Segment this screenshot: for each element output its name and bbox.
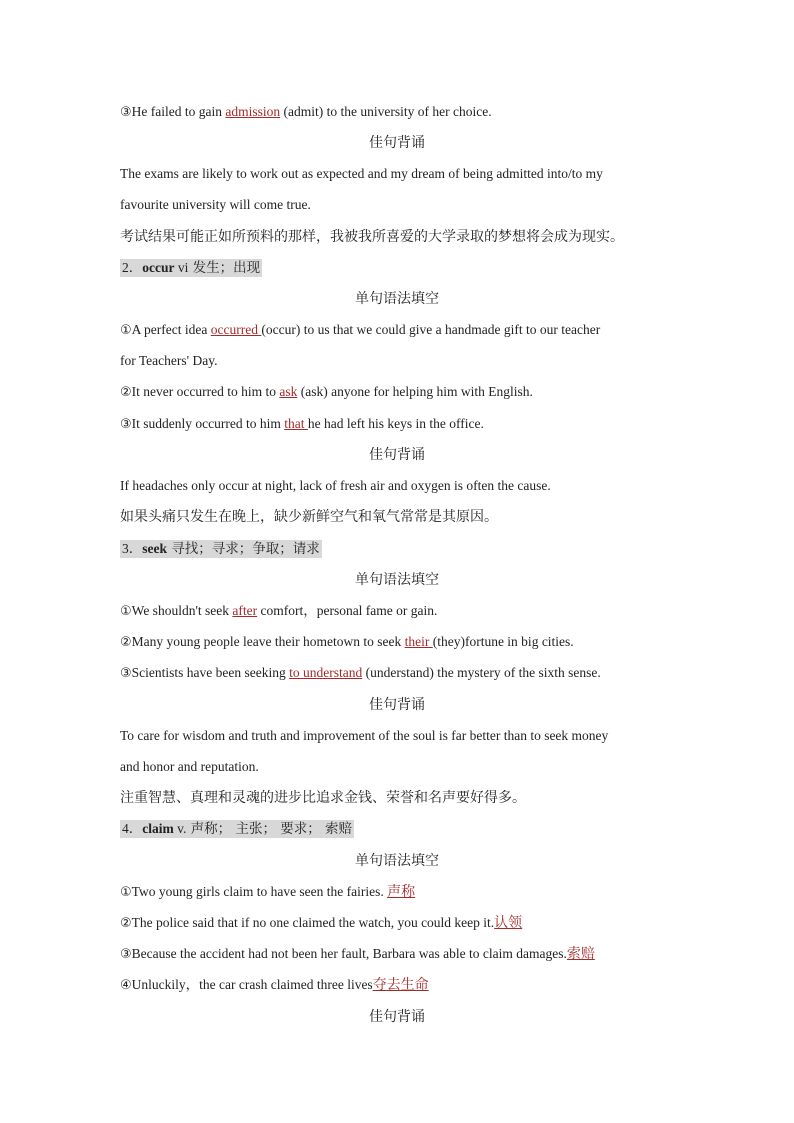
answer: admission <box>225 104 281 119</box>
s3-recite-zh: 注重智慧、真理和灵魂的进步比追求金钱、荣誉和名声要好得多。 <box>120 790 526 806</box>
answer: 夺去生命 <box>372 977 429 993</box>
circled-number: ① <box>120 323 132 338</box>
s2-question-2: ②It never occurred to him to ask (ask) anyone for helping him with English. <box>120 384 533 400</box>
s3-recite-en-2: and honor and reputation. <box>120 759 259 774</box>
answer: ask <box>279 384 298 399</box>
answer: that <box>284 416 308 431</box>
answer: to understand <box>289 665 363 680</box>
circled-number: ③ <box>120 105 132 120</box>
answer: occurred <box>210 322 262 337</box>
s3-recite-en-1: To care for wisdom and truth and improvement of the soul is far better than to seek money <box>120 728 609 743</box>
heading-fill: 单句语法填空 <box>355 853 439 869</box>
s4-question-4: ④Unluckily，the car crash claimed three lives夺去生命 <box>120 977 429 993</box>
circled-number: ③ <box>120 417 132 432</box>
word-heading: 4．claim v. 声称； 主张； 要求； 索赔 <box>122 821 353 837</box>
circled-number: ① <box>120 604 132 619</box>
circled-number: ④ <box>120 978 132 993</box>
s3-question-1: ①We shouldn't seek after comfort，personal fame or gain. <box>120 603 438 619</box>
s2-question-1-line2: for Teachers' Day. <box>120 353 218 368</box>
word-heading: 3．seek 寻找；寻求；争取；请求 <box>122 541 320 557</box>
heading-fill: 单句语法填空 <box>355 291 439 307</box>
answer: 认领 <box>494 915 523 931</box>
answer: 声称 <box>387 884 416 900</box>
s2-question-1: ①A perfect idea occurred (occur) to us that we could give a handmade gift to our teacher <box>120 322 601 338</box>
s4-question-1: ①Two young girls claim to have seen the fairies. 声称 <box>120 884 416 900</box>
heading-fill: 单句语法填空 <box>355 572 439 588</box>
heading-recite: 佳句背诵 <box>369 447 425 463</box>
circled-number: ① <box>120 885 132 900</box>
s1-recite-zh: 考试结果可能正如所预料的那样，我被我所喜爱的大学录取的梦想将会成为现实。 <box>120 229 624 245</box>
circled-number: ② <box>120 635 132 650</box>
s4-question-3: ③Because the accident had not been her fault, Barbara was able to claim damages.索赔 <box>120 946 595 962</box>
answer: after <box>232 603 258 618</box>
s1-recite-en-2: favourite university will come true. <box>120 197 311 212</box>
heading-recite: 佳句背诵 <box>369 135 425 151</box>
circled-number: ③ <box>120 947 132 962</box>
s4-question-2: ②The police said that if no one claimed the watch, you could keep it.认领 <box>120 915 523 931</box>
s1-question-3: ③He failed to gain admission (admit) to the university of her choice. <box>120 104 492 120</box>
heading-recite: 佳句背诵 <box>369 697 425 713</box>
circled-number: ② <box>120 916 132 931</box>
s4-heading <box>120 820 680 838</box>
s1-recite-en-1: The exams are likely to work out as expected and my dream of being admitted into/to my <box>120 166 603 181</box>
s2-heading <box>120 259 680 277</box>
circled-number: ② <box>120 385 132 400</box>
answer: 索赔 <box>566 946 595 962</box>
s2-question-3: ③It suddenly occurred to him that he had left his keys in the office. <box>120 416 484 432</box>
s3-question-2: ②Many young people leave their hometown to seek their (they)fortune in big cities. <box>120 634 574 650</box>
answer: their <box>404 634 433 649</box>
s2-recite-zh: 如果头痛只发生在晚上，缺少新鲜空气和氧气常常是其原因。 <box>120 509 498 525</box>
s3-heading <box>120 540 680 558</box>
word-heading: 2．occur vi 发生；出现 <box>122 260 261 276</box>
s2-recite-en: If headaches only occur at night, lack of fresh air and oxygen is often the cause. <box>120 478 551 493</box>
heading-recite: 佳句背诵 <box>369 1009 425 1025</box>
s3-question-3: ③Scientists have been seeking to understand (understand) the mystery of the sixth sense. <box>120 665 601 681</box>
circled-number: ③ <box>120 666 132 681</box>
